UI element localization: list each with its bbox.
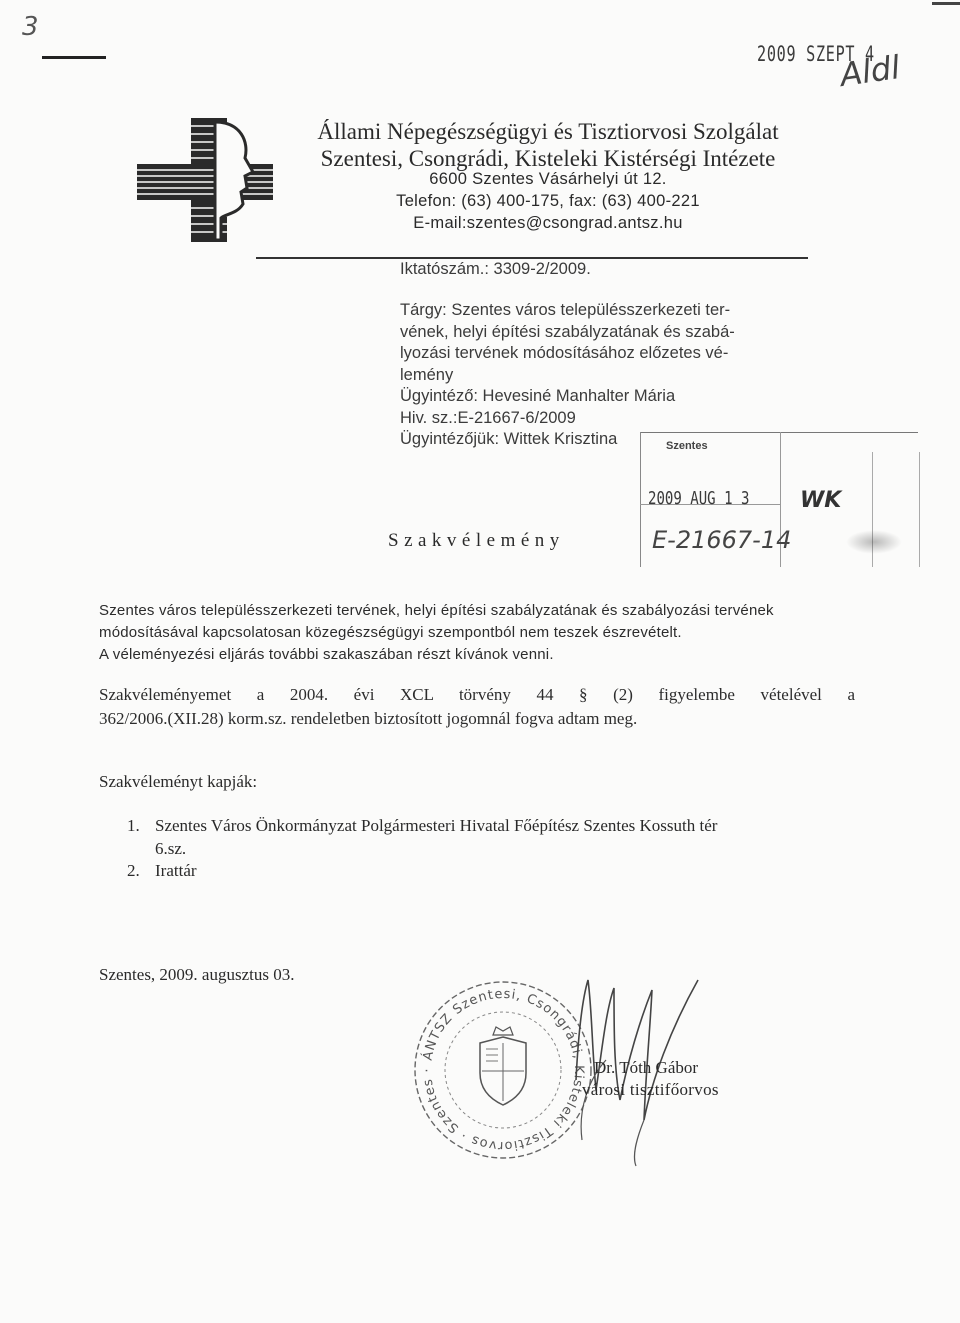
org-name-line1: Állami Népegészségügyi és Tisztiorvosi Szolgálat [317, 119, 779, 144]
body-p1-line-3: A véleményezési eljárás további szakaszában részt kívánok venni. [99, 646, 554, 663]
signatory-title: városi tisztifőorvos [582, 1080, 719, 1099]
body-p1-line-2: módosításával kapcsolatosan közegészségügyi szempontból nem teszek észrevételt. [99, 624, 682, 641]
recipient-1-line-2: 6.sz. [155, 839, 187, 858]
svg-text:ÁNTSZ Szentesi, Csongrádi, Kis: ÁNTSZ Szentesi, Csongrádi, Kisteleki Tisztiorvos · Szentes · [419, 986, 587, 1154]
body-p2-line-2: 362/2006.(XII.28) korm.sz. rendeletben biztosított jogomnál fogva adtam meg. [99, 709, 638, 728]
subject-line-2: vének, helyi építési szabályzatának és szabá- [400, 322, 735, 341]
file-number: Iktatószám.: 3309-2/2009. [400, 260, 591, 278]
stamp-top-rule [640, 432, 918, 433]
stamp-date: 2009 AUG 1 3 [648, 488, 750, 509]
stamp-registration-number: E-21667-14 [652, 526, 792, 554]
stamp-smudge [846, 530, 902, 554]
received-date-stamp: 2009 SZEPT 4 [757, 42, 875, 66]
their-handler: Ügyintézőjük: Wittek Krisztina [400, 430, 618, 448]
body-paragraph-1 [99, 600, 855, 666]
org-name-line2: Szentesi, Csongrádi, Kisteleki Kistérségi Intézete [320, 146, 776, 171]
org-phone-fax: Telefon: (63) 400-175, fax: (63) 400-221 [396, 192, 700, 210]
subject-block [400, 300, 735, 451]
signatory-name: Dr. Tóth Gábor [594, 1058, 699, 1077]
recipient-2-line-1: Irattár [155, 861, 197, 880]
handwritten-initials: Aldl [837, 48, 903, 94]
corner-handwritten-number: 3 [22, 12, 39, 42]
antsz-logo-icon [137, 118, 273, 242]
body-p2-line-1: Szakvéleményemet a 2004. évi XCL törvény 44 § (2) figyelembe vételével a [99, 685, 855, 704]
recipient-1-number: 1. [127, 816, 140, 835]
stamp-left-rule [640, 432, 641, 567]
handler: Ügyintéző: Hevesiné Manhalter Mária [400, 387, 676, 405]
reference-number: Hiv. sz.:E-21667-6/2009 [400, 408, 576, 427]
recipient-1-line-1: Szentes Város Önkormányzat Polgármesteri Hivatal Főépítész Szentes Kossuth tér [155, 816, 718, 835]
body-p1-line-1: Szentes város településszerkezeti tervének, helyi építési szabályzatának és szabályozási tervének [99, 602, 774, 619]
org-address: 6600 Szentes Vásárhelyi út 12. [429, 170, 667, 188]
stamp-label: Szentes [666, 440, 708, 452]
incoming-registration-stamp [640, 432, 918, 567]
header-divider [256, 257, 808, 259]
subject-line-1: Tárgy: Szentes város településszerkezeti ter- [400, 301, 731, 319]
top-right-edge-mark [932, 2, 960, 5]
org-email: E-mail:szentes@csongrad.antsz.hu [413, 214, 683, 232]
subject-line-4: lemény [400, 365, 454, 384]
place-and-date: Szentes, 2009. augusztus 03. [99, 965, 295, 984]
top-left-rule [42, 56, 106, 59]
document-title: Szakvélemény [388, 530, 565, 551]
recipient-2-number: 2. [127, 861, 140, 880]
recipients-heading: Szakvéleményt kapják: [99, 772, 258, 791]
stamp-initials: WK [800, 488, 842, 513]
subject-line-3: lyozási tervének módosításához előzetes vé- [400, 344, 729, 362]
body-paragraph-2 [99, 683, 855, 731]
